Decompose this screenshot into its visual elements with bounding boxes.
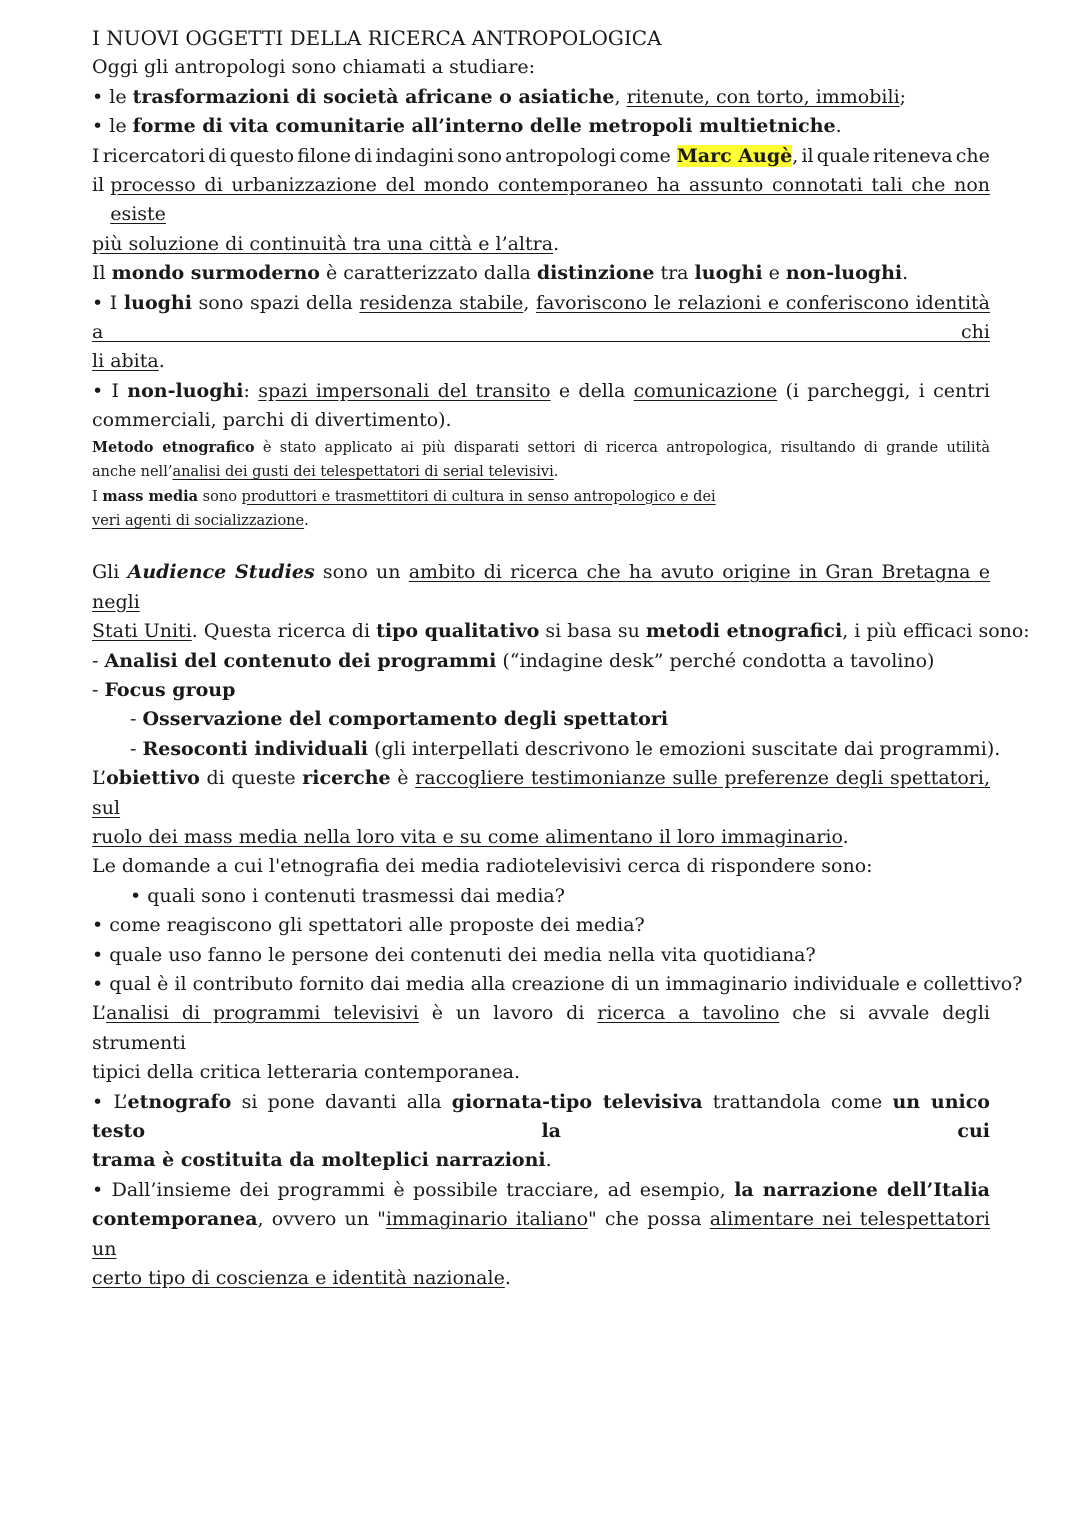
word: di: [354, 144, 373, 167]
page-title: I NUOVI OGGETTI DELLA RICERCA ANTROPOLOGICA: [92, 26, 662, 50]
bullet-item: • le trasformazioni di società africane o asiatiche, ritenute, con torto, immobili;: [92, 85, 907, 108]
list-item: - Osservazione del comportamento degli spettatori: [130, 708, 669, 731]
list-item: - Resoconti individuali (gli interpellati descrivono le emozioni suscitate dai programmi).: [130, 737, 1001, 760]
word: che: [955, 144, 990, 167]
question-item: • quali sono i contenuti trasmessi dai media?: [130, 884, 565, 907]
paragraph-line: più soluzione di continuità tra una città e l’altra.: [92, 232, 560, 255]
paragraph-line: L’obiettivo di queste ricerche è raccogliere testimonianze sulle preferenze degli spettatori, sul: [92, 767, 990, 819]
question-item: • come reagiscono gli spettatori alle proposte dei media?: [92, 914, 645, 937]
note-line: I mass media sono produttori e trasmettitori di cultura in senso antropologico e dei: [92, 487, 716, 505]
word: come Marc Augè,: [619, 144, 799, 167]
word: ricercatori: [102, 144, 206, 167]
word: antropologi: [505, 144, 617, 167]
document-page: [92, 24, 1030, 1293]
paragraph-line: Gli Audience Studies sono un ambito di ricerca che ha avuto origine in Gran Bretagna e negli: [92, 561, 990, 613]
paragraph-line: Le domande a cui l'etnografia dei media radiotelevisivi cerca di rispondere sono:: [92, 855, 873, 878]
paragraph-line: Il mondo surmoderno è caratterizzato dalla distinzione tra luoghi e non-luoghi.: [92, 262, 909, 285]
word: di: [208, 144, 227, 167]
word: riteneva: [873, 144, 953, 167]
word: I: [92, 144, 100, 167]
bullet-item: • I luoghi sono spazi della residenza stabile, favoriscono le relazioni e conferiscono identità a chi: [92, 291, 990, 344]
paragraph-line: contemporanea, ovvero un "immaginario italiano" che possa alimentare nei telespettatori un: [92, 1208, 990, 1260]
highlighted-name: Marc Augè: [676, 144, 793, 167]
paragraph-line: li abita.: [92, 350, 165, 373]
paragraph-line: commerciali, parchi di divertimento).: [92, 409, 452, 432]
paragraph-line: Oggi gli antropologi sono chiamati a studiare:: [92, 56, 536, 79]
note-line: Metodo etnografico è stato applicato ai più disparati settori di ricerca antropologica, risultando di grande utilità: [92, 438, 990, 456]
question-item: • qual è il contributo fornito dai media alla creazione di un immaginario individuale e collettivo?: [92, 973, 1023, 995]
bullet-item: • L’etnografo si pone davanti alla giornata-tipo televisiva trattandola come un unico testo la cui: [92, 1090, 990, 1143]
paragraph-line: certo tipo di coscienza e identità nazionale.: [92, 1267, 511, 1290]
paragraph-line: [92, 142, 990, 171]
paragraph-line: trama è costituita da molteplici narrazioni.: [92, 1149, 552, 1172]
paragraph-line: il processo di urbanizzazione del mondo contemporaneo ha assunto connotati tali che non esiste: [92, 174, 990, 226]
word: sono: [457, 144, 502, 167]
word: questo: [229, 144, 295, 167]
paragraph-line: ruolo dei mass media nella loro vita e su come alimentano il loro immaginario.: [92, 825, 849, 848]
list-item: - Analisi del contenuto dei programmi (“indagine desk” perché condotta a tavolino): [92, 649, 935, 672]
paragraph-line: tipici della critica letteraria contemporanea.: [92, 1061, 521, 1084]
question-item: • quale uso fanno le persone dei contenuti dei media nella vita quotidiana?: [92, 943, 816, 966]
paragraph-line: L’analisi di programmi televisivi è un lavoro di ricerca a tavolino che si avvale degli strumenti: [92, 1002, 991, 1054]
bullet-item: • Dall’insieme dei programmi è possibile tracciare, ad esempio, la narrazione dell’Italia: [92, 1178, 990, 1201]
note-line: veri agenti di socializzazione.: [92, 512, 309, 529]
note-line: anche nell’analisi dei gusti dei telespettatori di serial televisivi.: [92, 464, 559, 481]
list-item: - Focus group: [92, 678, 236, 701]
paragraph-line: Stati Uniti. Questa ricerca di tipo qualitativo si basa su metodi etnografici, i più efficaci sono:: [92, 620, 1030, 643]
bullet-item: • I non-luoghi: spazi impersonali del transito e della comunicazione (i parcheggi, i centri: [92, 379, 990, 402]
word: il: [801, 144, 814, 167]
word: quale: [816, 144, 870, 167]
bullet-item: • le forme di vita comunitarie all’interno delle metropoli multietniche.: [92, 115, 842, 138]
word: filone: [297, 144, 351, 167]
word: indagini: [375, 144, 454, 167]
